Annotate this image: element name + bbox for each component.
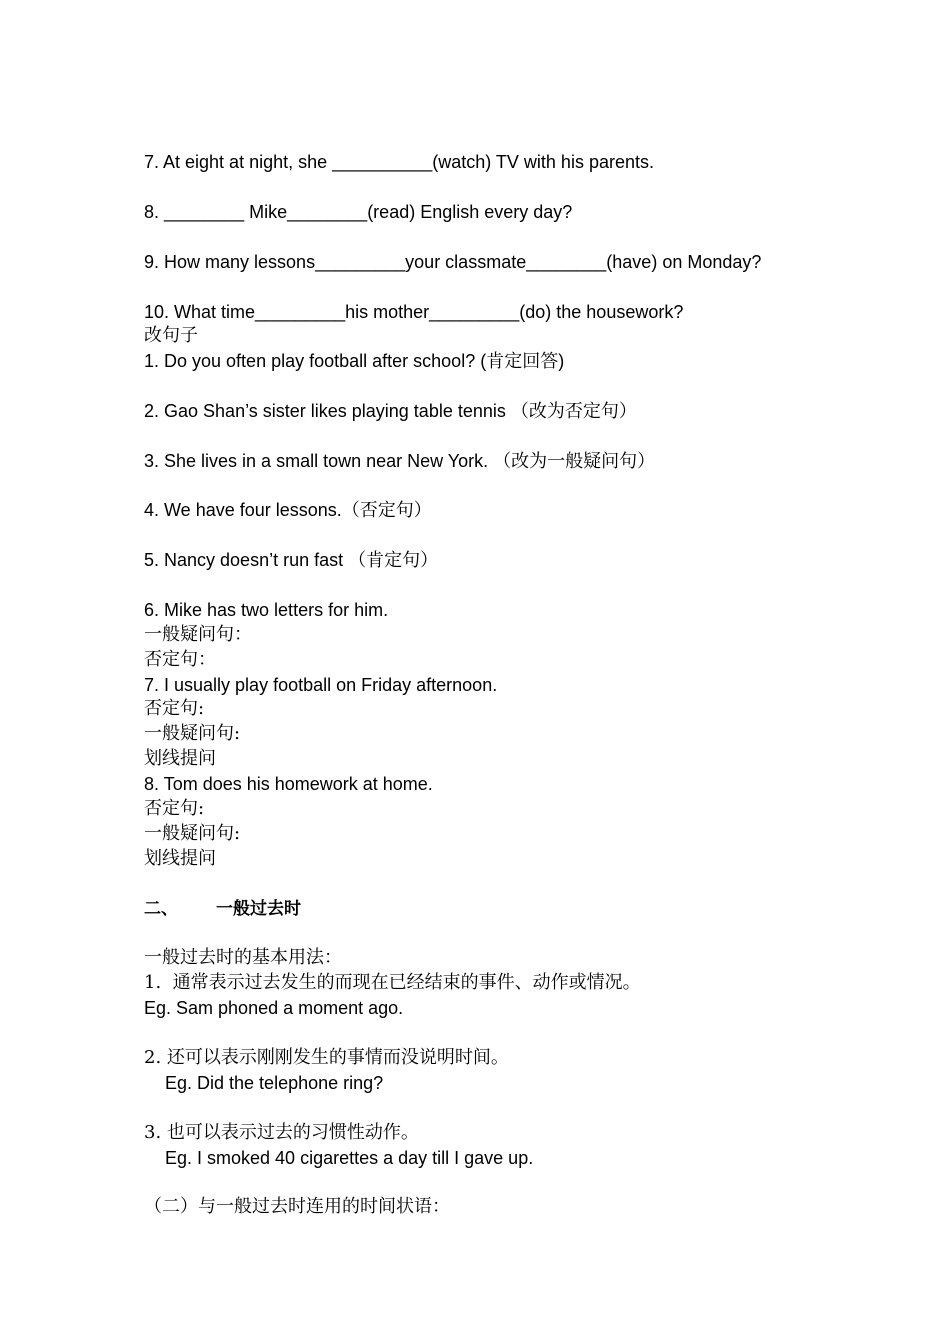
usage-1: 1. 通常表示过去发生的而现在已经结束的事件、动作或情况。 <box>144 972 641 993</box>
usage-3: 3. 也可以表示过去的习惯性动作。 <box>144 1122 419 1143</box>
subsection-time-adverbials: （二）与一般过去时连用的时间状语： <box>144 1196 450 1217</box>
rewrite-7-question: 一般疑问句: <box>144 723 241 744</box>
rewrite-8-question: 一般疑问句: <box>144 823 241 844</box>
usage-intro: 一般过去时的基本用法： <box>144 947 342 968</box>
section-number: 二、 <box>144 899 178 919</box>
usage-2-example: Eg. Did the telephone ring? <box>165 1073 384 1093</box>
rewrite-6: 6. Mike has two letters for him. <box>144 600 389 620</box>
exercise-8: 8. ________ Mike________(read) English every day? <box>144 202 573 222</box>
rewrite-3: 3. She lives in a small town near New York. （改为一般疑问句） <box>144 451 656 471</box>
section-heading <box>144 897 301 921</box>
usage-1-example: Eg. Sam phoned a moment ago. <box>144 998 404 1018</box>
rewrite-4: 4. We have four lessons.（否定句） <box>144 500 432 520</box>
usage-2: 2. 还可以表示刚刚发生的事情而没说明时间。 <box>144 1047 509 1068</box>
rewrite-5: 5. Nancy doesn’t run fast （肯定句） <box>144 550 439 570</box>
rewrite-6-question: 一般疑问句： <box>144 624 252 645</box>
rewrite-2: 2. Gao Shan’s sister likes playing table tennis （改为否定句） <box>144 401 637 421</box>
rewrite-7-underline: 划线提问 <box>144 748 216 769</box>
exercise-7: 7. At eight at night, she __________(watch) TV with his parents. <box>144 152 654 172</box>
rewrite-6-negative: 否定句： <box>144 649 216 670</box>
rewrite-8-underline: 划线提问 <box>144 848 216 869</box>
rewrite-7-negative: 否定句: <box>144 698 205 719</box>
exercise-9: 9. How many lessons_________your classmate________(have) on Monday? <box>144 252 762 272</box>
exercise-10: 10. What time_________his mother_________(do) the housework? <box>144 302 684 322</box>
usage-3-example: Eg. I smoked 40 cigarettes a day till I gave up. <box>165 1148 534 1168</box>
rewrite-8: 8. Tom does his homework at home. <box>144 774 433 794</box>
rewrite-7: 7. I usually play football on Friday afternoon. <box>144 675 498 695</box>
rewrite-8-negative: 否定句: <box>144 798 205 819</box>
rewrite-title: 改句子 <box>144 325 198 346</box>
section-title: 一般过去时 <box>216 899 301 919</box>
rewrite-1: 1. Do you often play football after school? (肯定回答) <box>144 351 565 371</box>
